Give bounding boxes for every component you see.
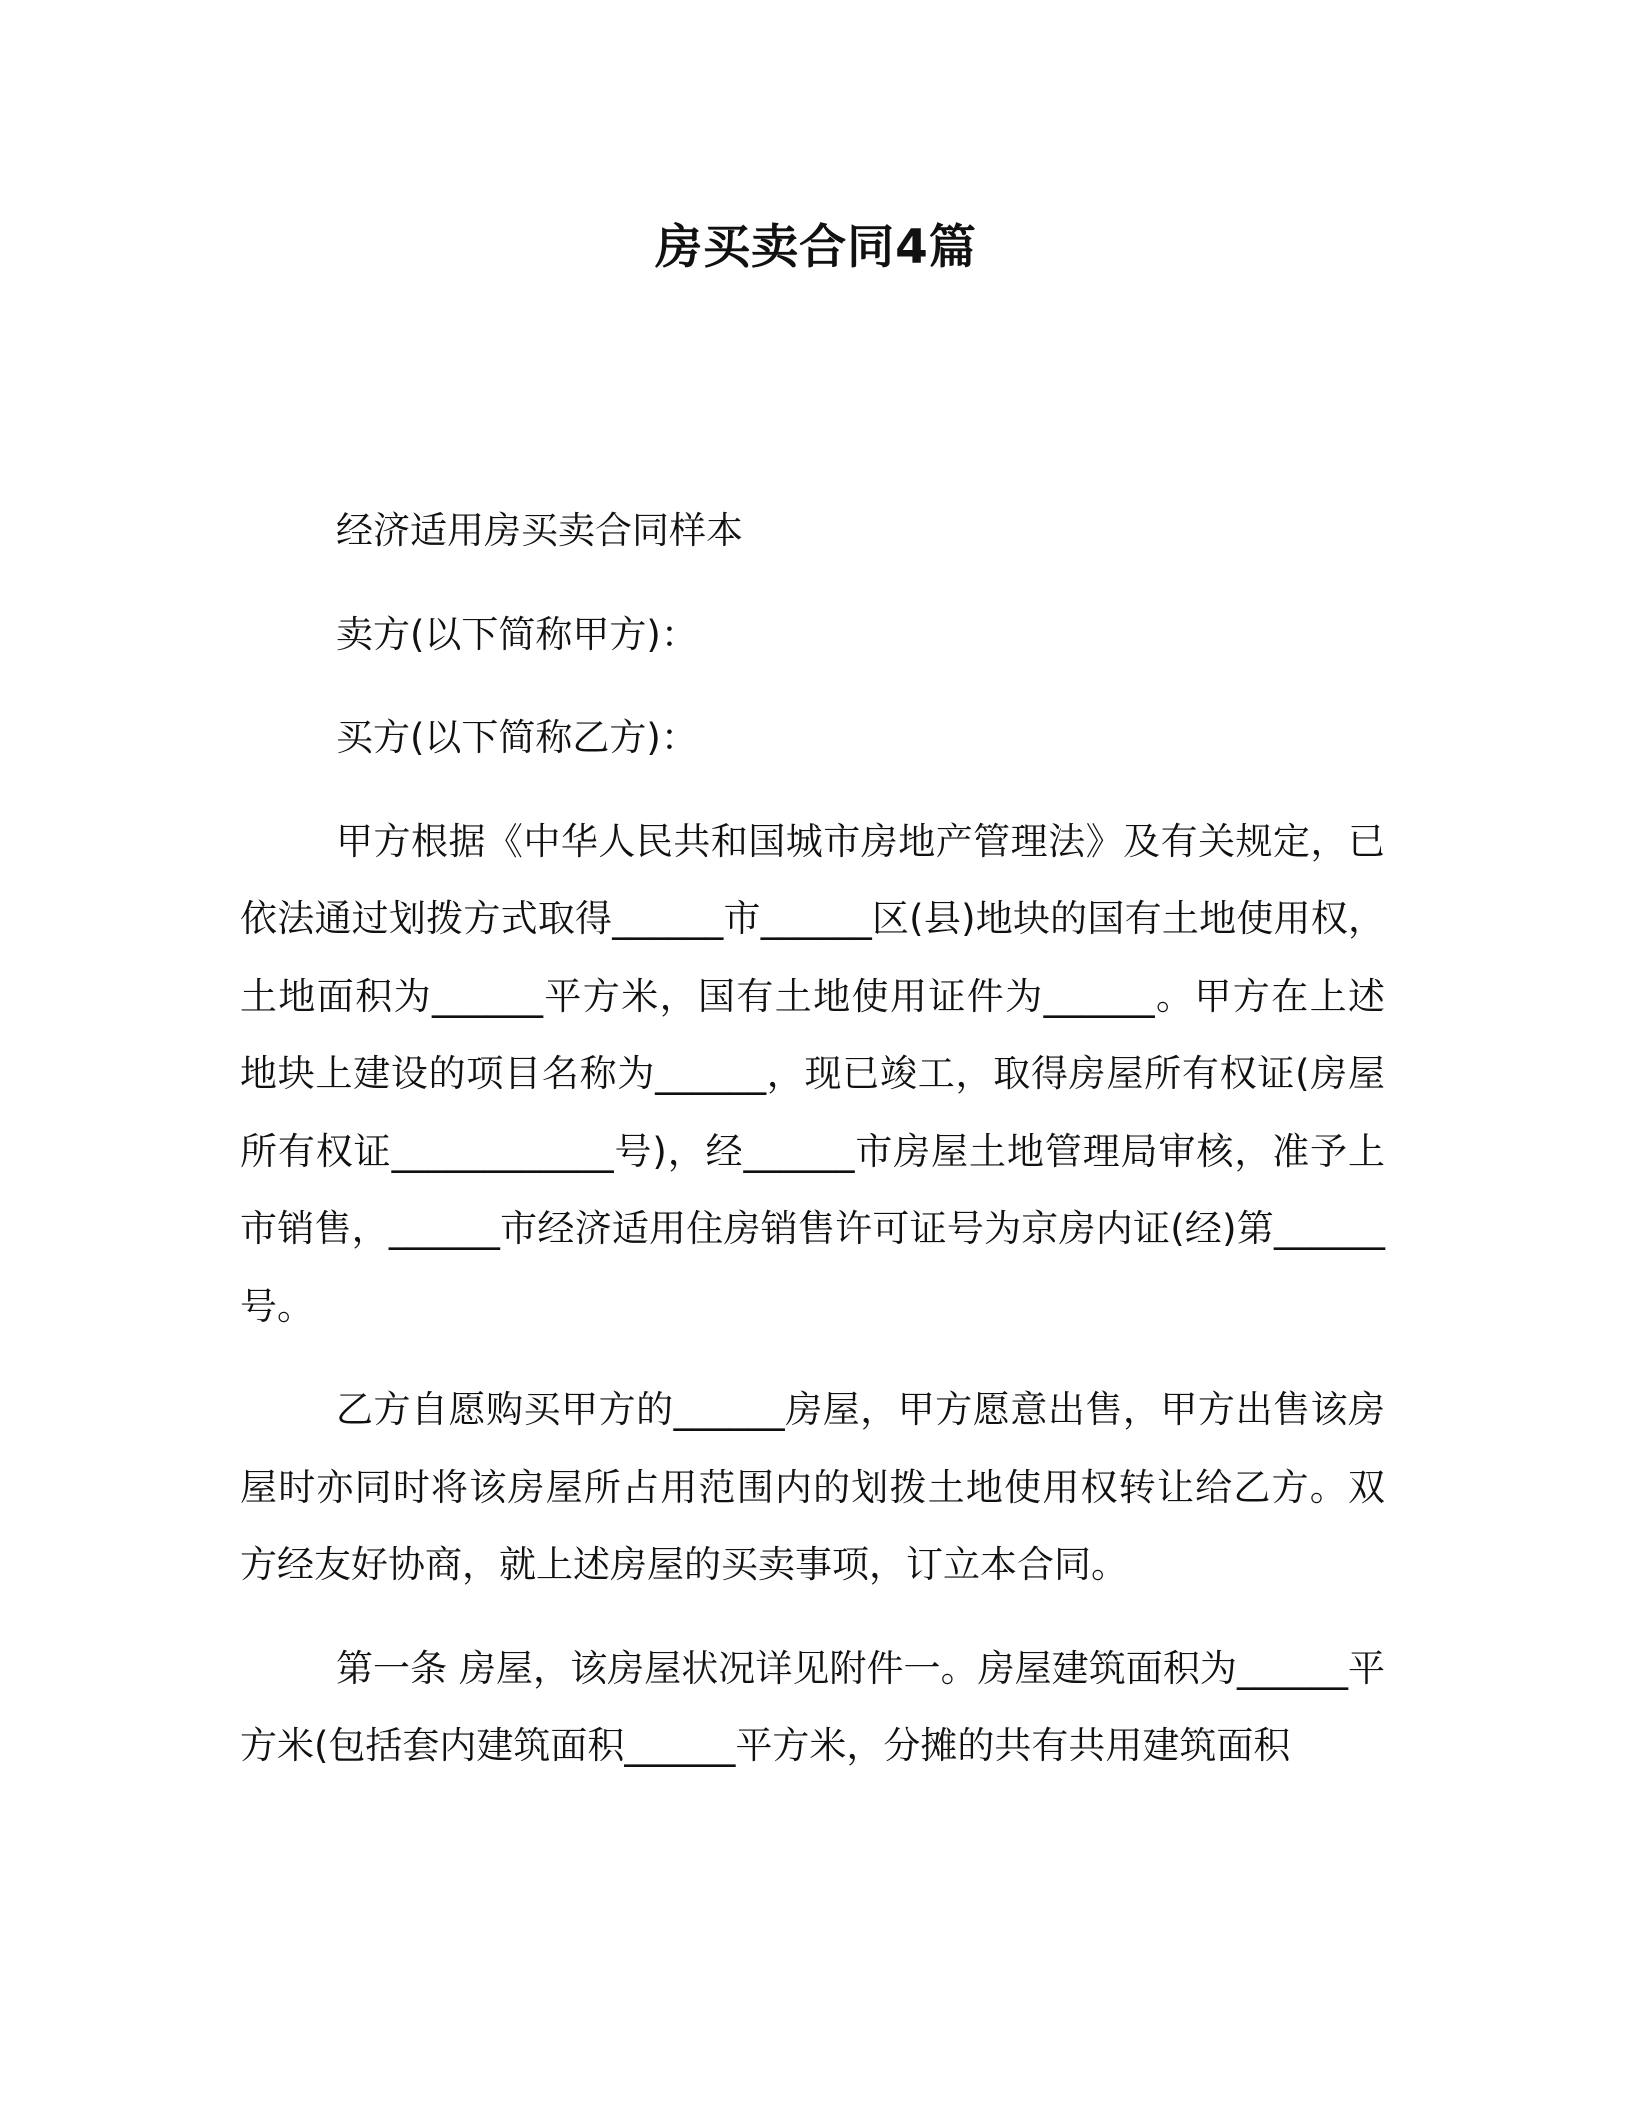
contract-subtitle: 经济适用房买卖合同样本 <box>336 509 743 552</box>
paragraph-article-one: 第一条 房屋，该房屋状况详见附件一。房屋建筑面积为______平方米(包括套内建筑面积______平方米，分摊的共有共用建筑面积 <box>240 1646 1385 1767</box>
document-body <box>240 492 1385 1811</box>
paragraph-land-rights: 甲方根据《中华人民共和国城市房地产管理法》及有关规定，已依法通过划拨方式取得______市______区(县)地块的国有土地使用权，土地面积为______平方米，国有土地使用证件为______。甲方在上述地块上建设的项目名称为______，现已竣工，取得房屋所有权证(房屋所有权证____________号)，经______市房屋土地管理局审核，准予上市销售，______市经济适用住房销售许可证号为京房内证(经)第______号。 <box>240 819 1385 1328</box>
seller-line: 卖方(以下简称甲方)： <box>336 612 698 656</box>
buyer-line: 买方(以下简称乙方)： <box>336 716 698 759</box>
paragraph-purchase-intent: 乙方自愿购买甲方的______房屋，甲方愿意出售，甲方出售该房屋时亦同时将该房屋所占用范围内的划拨土地使用权转让给乙方。双方经友好协商，就上述房屋的买卖事项，订立本合同。 <box>240 1388 1385 1586</box>
document-title: 房买卖合同4篇 <box>655 220 977 275</box>
